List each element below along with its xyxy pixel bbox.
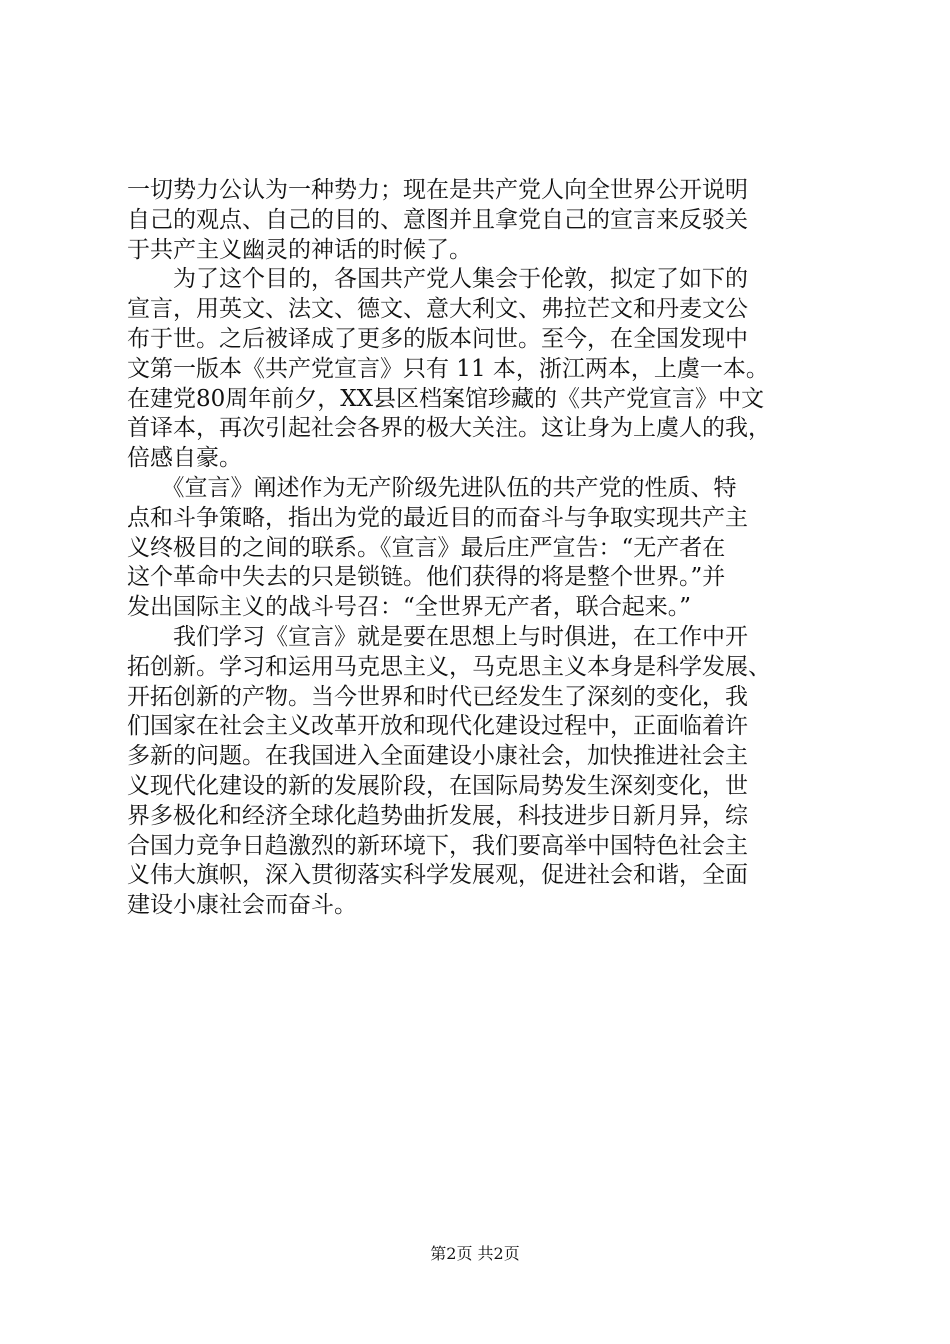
- text-line: 一切势力公认为一种势力；现在是共产党人向全世界公开说明: [127, 177, 748, 203]
- text-line: 我们学习《宣言》就是要在思想上与时俱进，在工作中开: [127, 623, 748, 650]
- text-line: 义现代化建设的新的发展阶段，在国际局势发生深刻变化，世: [127, 772, 748, 799]
- text-line: 多新的问题。在我国进入全面建设小康社会，加快推进社会主: [127, 743, 748, 770]
- text-line: 为了这个目的，各国共产党人集会于伦敦，拟定了如下的: [127, 266, 748, 293]
- text-line: 义终极目的之间的联系。《宣言》最后庄严宣告：“无产者在: [127, 534, 726, 561]
- text-line: 合国力竞争日趋激烈的新环境下，我们要高举中国特色社会主: [127, 832, 748, 859]
- text-line: 倍感自豪。: [127, 445, 242, 472]
- text-line: 拓创新。学习和运用马克思主义，马克思主义本身是科学发展、: [127, 653, 771, 680]
- text-line: 开拓创新的产物。当今世界和时代已经发生了深刻的变化，我: [127, 683, 748, 710]
- body-text: [127, 176, 827, 921]
- text-line: 发出国际主义的战斗号召：“全世界无产者，联合起来。”: [127, 594, 692, 621]
- text-line: 布于世。之后被译成了更多的版本问世。至今，在全国发现中: [127, 325, 748, 352]
- page-footer: 第2页 共2页: [430, 1244, 520, 1263]
- text-line: 首译本，再次引起社会各界的极大关注。这让身为上虞人的我，: [127, 415, 771, 442]
- text-line: 义伟大旗帜，深入贯彻落实科学发展观，促进社会和谐，全面: [127, 862, 748, 889]
- text-line: 《宣言》阐述作为无产阶级先进队伍的共产党的性质、特: [127, 474, 737, 501]
- text-line: 于共产主义幽灵的神话的时候了。: [127, 236, 472, 263]
- text-line: 们国家在社会主义改革开放和现代化建设过程中，正面临着许: [127, 713, 748, 740]
- text-line: 在建党80周年前夕，XX县区档案馆珍藏的《共产党宣言》中文: [127, 385, 765, 412]
- text-line: 文第一版本《共产党宣言》只有 11 本，浙江两本，上虞一本。: [127, 355, 769, 382]
- text-line: 建设小康社会而奋斗。: [127, 892, 357, 919]
- text-line: 这个革命中失去的只是锁链。他们获得的将是整个世界。”并: [127, 564, 726, 591]
- text-line: 界多极化和经济全球化趋势曲折发展，科技进步日新月异，综: [127, 802, 748, 829]
- text-line: 点和斗争策略，指出为党的最近目的而奋斗与争取实现共产主: [127, 504, 748, 531]
- text-line: 自己的观点、自己的目的、意图并且拿党自己的宣言来反驳关: [127, 206, 748, 233]
- text-line: 宣言，用英文、法文、德文、意大利文、弗拉芒文和丹麦文公: [127, 296, 748, 323]
